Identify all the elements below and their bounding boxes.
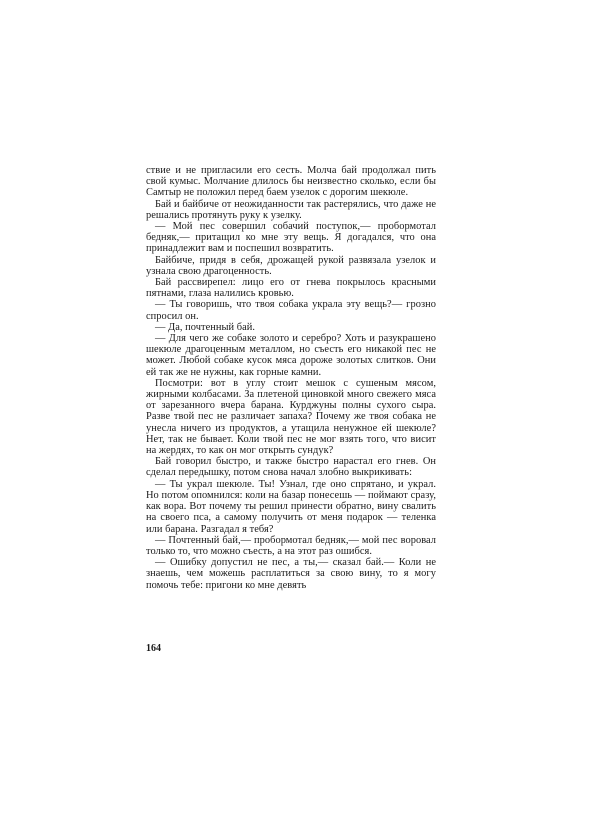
paragraph: — Ты говоришь, что твоя собака украла эту вещь?— грозно спросил он. [146, 299, 436, 322]
paragraph: Бай говорил быстро, и также быстро нарастал его гнев. Он сделал передышку, потом снова начал злобно выкрикивать: [146, 456, 436, 479]
paragraph: Байбиче, придя в себя, дрожащей рукой развязала узелок и узнала свою драгоценность. [146, 254, 436, 277]
body-text [146, 165, 436, 591]
paragraph: Бай и байбиче от неожиданности так растерялись, что даже не решались протянуть руку к узелку. [146, 198, 436, 221]
paragraph: — Да, почтенный бай. [155, 321, 256, 333]
paragraph: Бай рассвирепел: лицо его от гнева покрылось красными пятнами, глаза налились кровью. [146, 277, 436, 300]
paragraph: — Для чего же собаке золото и серебро? Хоть и разукрашено шекюле драгоценным металлом, но съесть его никакой пес не может. Любой собаке кусок мяса дороже золотых слитков. Они ей так же не нужны, как горные камни. [146, 333, 436, 378]
page-number: 164 [146, 643, 161, 654]
paragraph: — Ошибку допустил не пес, а ты,— сказал бай.— Коли не знаешь, чем можешь расплатиться за свою вину, то я могу помочь тебе: пригони ко мне девять [146, 557, 436, 591]
paragraph: — Мой пес совершил собачий поступок,— пробормотал бедняк,— притащил ко мне эту вещь. Я догадался, что она принадлежит вам и поспешил возвратить. [146, 221, 436, 255]
paragraph: — Ты украл шекюле. Ты! Узнал, где оно спрятано, и украл. Но потом опомнился: коли на базар понесешь — поймают сразу, как вора. Вот почему ты решил принести обратно, вину свалить на своего пса, а самому получить от меня подарок — теленка или барана. Разгадал я тебя? [146, 478, 436, 535]
paragraph: ствие и не пригласили его сесть. Молча бай продолжал пить свой кумыс. Молчание длилось бы неизвестно сколько, если бы Самтыр не положил перед баем узелок с дорогим шекюле. [146, 165, 436, 199]
paragraph: — Почтенный бай,— пробормотал бедняк,— мой пес воровал только то, что можно съесть, а на этот раз ошибся. [146, 534, 436, 557]
paragraph: Посмотри: вот в углу стоит мешок с сушеным мясом, жирными колбасами. За плетеной циновкой много свежего мяса от зарезанного вчера барана. Курджуны полны сухого сыра. Разве твой пес не различает запаха? Почему же твоя собака не унесла ничего из продуктов, а утащила ненужное ей шекюле? Нет, так не бывает. Коли твой пес не мог взять того, что висит на жердях, то как он мог открыть сундук? [146, 377, 436, 457]
